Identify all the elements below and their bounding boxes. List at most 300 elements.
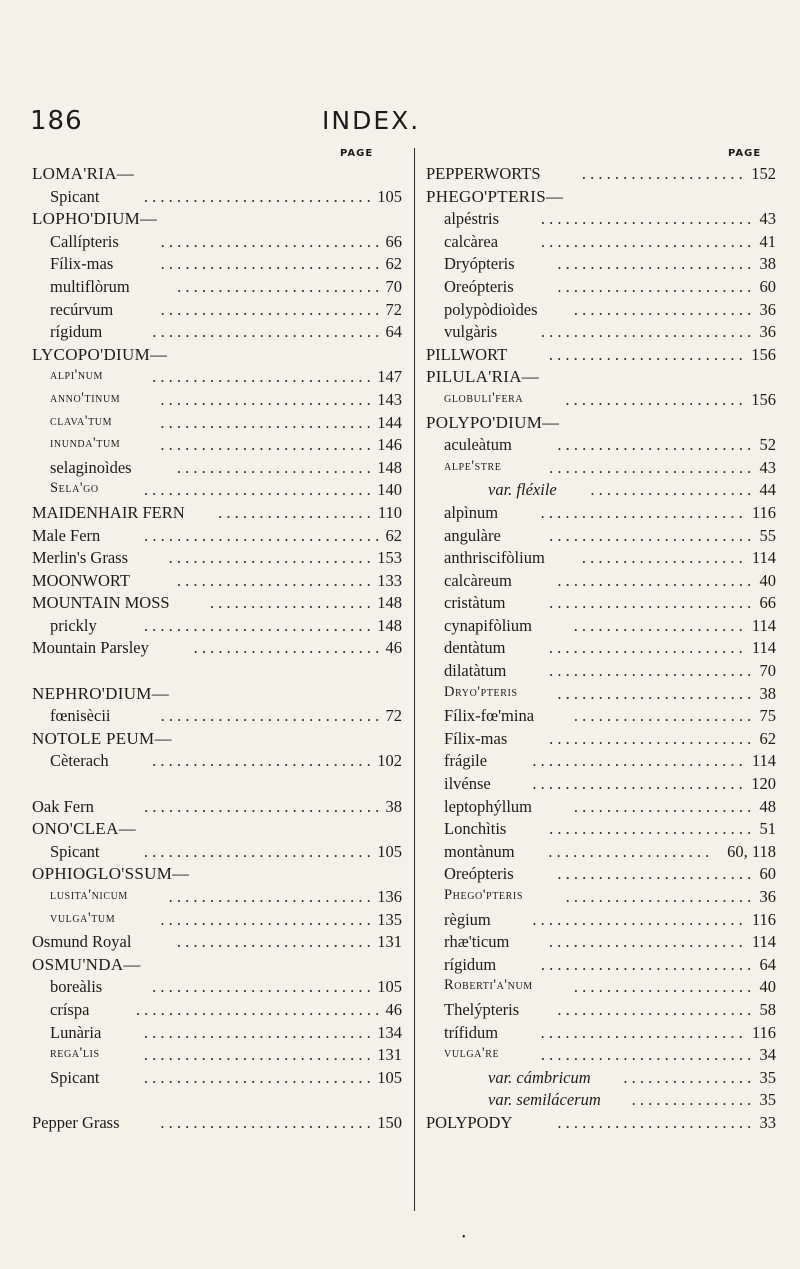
leader-dots: . . . . . . . . . . . . . . . . . . . . . . . . . . <box>532 909 743 929</box>
index-entry <box>426 1088 776 1111</box>
index-heading: OSMU'NDA— <box>32 954 141 974</box>
leader-dots: . . . . . . . . . . . . . . . . . . . . . . . . <box>557 254 752 274</box>
index-entry <box>426 230 776 253</box>
page-column-label: PAGE <box>728 148 762 159</box>
index-page-ref: 46 <box>385 999 402 1019</box>
leader-dots: . . . . . . . . . . . . . . . . . . . . <box>590 480 752 500</box>
leader-dots: . . . . . . . . . . . . . . . . . . . . . . . . . . <box>540 209 752 229</box>
index-term: Fílix-mas <box>50 254 114 274</box>
index-term: POLYPODY <box>426 1112 513 1132</box>
leader-dots: . . . . . . . . . . . . . . . . . . . . . . . . <box>557 683 752 703</box>
index-term: dentàtum <box>444 638 506 658</box>
index-entry <box>426 501 776 524</box>
index-term: vulga'tum <box>50 909 116 926</box>
index-page-ref: 62 <box>385 254 402 274</box>
leader-dots: . . . . . . . . . . . . . . . . . . . . . <box>573 615 743 635</box>
index-page-ref: 116 <box>751 909 776 929</box>
leader-dots: . . . . . . . . . . . . . . . . . . . . . . . . . . . . . <box>144 796 380 816</box>
leader-dots: . . . . . . . . . . . . . . . . . . . . . . <box>573 706 752 726</box>
index-term: Oak Fern <box>32 796 94 816</box>
index-entry <box>32 591 404 614</box>
index-term: Phego'pteris <box>444 887 523 903</box>
index-entry <box>426 749 776 772</box>
leader-dots: . . . . . . . . . . . . . . . . <box>623 1067 752 1087</box>
leader-dots: . . . . . . . . . . . . . . . . . . . . . . . . . . . <box>160 231 380 251</box>
index-term: frágile <box>444 751 488 771</box>
index-term: Fílix-fœ'mina <box>444 706 535 726</box>
index-page-ref: 51 <box>759 819 776 839</box>
leader-dots: . . . . . . . . . . . . . . . . . . . . . . <box>573 299 752 319</box>
leader-dots: . . . . . . . . . . . . . . . . . . . . . . . . . . . . <box>152 322 380 342</box>
index-term: polypòdioìdes <box>444 299 538 319</box>
leader-dots: . . . . . . . . . . . . . . . . . . . . . . . . . . . . . <box>144 525 380 545</box>
index-page-ref: 134 <box>377 1022 402 1042</box>
index-entry <box>32 614 404 637</box>
index-page-ref: 114 <box>751 615 776 635</box>
index-page-ref: 40 <box>759 570 776 590</box>
index-entry <box>32 682 404 705</box>
index-entry <box>426 478 776 501</box>
leader-dots: . . . . . . . . . . . . . . . . . . . . . . . . . <box>168 548 371 568</box>
index-term: dilatàtum <box>444 661 507 681</box>
index-term: PILLWORT <box>426 344 508 364</box>
index-entry <box>426 659 776 682</box>
index-page-ref: 144 <box>377 412 402 432</box>
index-page-ref: 64 <box>759 954 776 974</box>
index-term: clava'tum <box>50 412 113 429</box>
index-entry <box>32 636 404 659</box>
index-page-ref: 66 <box>759 593 776 613</box>
leader-dots: . . . . . . . . . . . . . . . . . . . . . . . . <box>557 864 752 884</box>
leader-dots: . . . . . . . . . . . . . . . . . . . . . . . . <box>548 638 743 658</box>
index-gap <box>32 1088 404 1111</box>
index-entry <box>32 885 404 908</box>
index-entry <box>32 953 404 976</box>
index-entry <box>426 365 776 388</box>
index-page-ref: 38 <box>385 796 402 816</box>
leader-dots: . . . . . . . . . . . . . . . . . . . . . . . . . . . <box>152 977 371 997</box>
leader-dots: . . . . . . . . . . . . . . . . . . . . . . . . . . . <box>160 299 380 319</box>
index-page-ref: 38 <box>759 683 776 703</box>
index-term: anno'tinum <box>50 389 121 406</box>
index-entry <box>426 1021 776 1044</box>
index-page-ref: 143 <box>377 389 402 409</box>
index-entry <box>426 207 776 230</box>
index-page-ref: 105 <box>377 186 402 206</box>
index-page-ref: 62 <box>759 728 776 748</box>
index-entry <box>32 365 404 388</box>
index-term: trífidum <box>444 1022 499 1042</box>
page-title: INDEX. <box>322 106 421 135</box>
leader-dots: . . . . . . . . . . . . . . . . . . . . <box>581 164 743 183</box>
index-entry <box>32 817 404 840</box>
index-entry <box>426 456 776 479</box>
index-entry <box>32 298 404 321</box>
leader-dots: . . . . . . . . . . . . . . . <box>631 1090 752 1110</box>
index-term: Callípteris <box>50 231 119 251</box>
index-page-ref: 60 <box>759 864 776 884</box>
index-page-ref: 43 <box>759 209 776 229</box>
leader-dots: . . . . . . . . . . . . . . . . . . . . . . . . . . <box>540 1045 752 1065</box>
index-heading: NOTOLE PEUM— <box>32 728 172 748</box>
leader-dots: . . . . . . . . . . . . . . . . . . . . . . . . . . <box>532 751 743 771</box>
index-term: var. cámbricum <box>488 1067 591 1087</box>
index-page-ref: 60 <box>759 276 776 296</box>
index-entry <box>32 749 404 772</box>
index-page-ref: 148 <box>377 615 402 635</box>
index-page-ref: 148 <box>377 457 402 477</box>
leader-dots: . . . . . . . . . . . . . . . . . . . . . . . . <box>176 457 371 477</box>
index-page-ref: 55 <box>759 525 776 545</box>
index-term: Mountain Parsley <box>32 638 149 658</box>
leader-dots: . . . . . . . . . . . . . . . . . . . . . . . . . . . . <box>143 1067 371 1087</box>
index-term: rhæ'ticum <box>444 932 510 952</box>
index-term: rígidum <box>50 322 103 342</box>
index-term: cristàtum <box>444 593 506 613</box>
leader-dots: . . . . . . . . . . . . . . . . . . . . . . . <box>565 887 752 906</box>
index-entry <box>32 998 404 1021</box>
leader-dots: . . . . . . . . . . . . . . . . . . . . . . . . . <box>549 457 752 477</box>
leader-dots: . . . . . . . . . . . . . . . . . . . . . . . . . <box>549 525 752 545</box>
index-entry <box>426 546 776 569</box>
index-term: globuli'fera <box>444 389 524 406</box>
leader-dots: . . . . . . . . . . . . . . . . . . . . . . . . . . <box>160 412 371 432</box>
index-page-ref: 156 <box>751 389 776 409</box>
index-heading: LOPHO'DIUM— <box>32 209 158 229</box>
index-term: Osmund Royal <box>32 932 132 952</box>
index-entry <box>32 1066 404 1089</box>
index-entry <box>426 388 776 411</box>
index-entry <box>32 252 404 275</box>
leader-dots: . . . . . . . . . . . . . . . . . . . . . . <box>573 977 752 997</box>
index-entry <box>426 885 776 908</box>
leader-dots: . . . . . . . . . . . . . . . . . . . . . . . . . . <box>160 1112 371 1132</box>
index-term: Sela'go <box>50 480 99 497</box>
index-entry <box>426 704 776 727</box>
column-divider <box>414 148 415 1211</box>
index-heading: PILULA'RIA— <box>426 367 540 387</box>
leader-dots: . . . . . . . . . . . . . . . . . . . . . . . . . . . <box>152 367 371 387</box>
leader-dots: . . . . . . . . . . . . . . . . . . . . . . . . . <box>540 1022 743 1042</box>
leader-dots: . . . . . . . . . . . . . . . . . . . . . . . . . . . <box>152 751 371 771</box>
index-entry <box>426 569 776 592</box>
index-entry <box>426 1043 776 1066</box>
leader-dots: . . . . . . . . . . . . . . . . . . . . . . . . . . . . <box>143 1022 371 1042</box>
index-term: Pepper Grass <box>32 1112 120 1132</box>
index-page-ref: 34 <box>759 1045 776 1065</box>
leader-dots: . . . . . . . . . . . . . . . . . . . . . . . . . <box>549 593 752 613</box>
index-heading: PHEGO'PTERIS— <box>426 186 564 206</box>
index-page-ref: 148 <box>377 593 402 613</box>
leader-dots: . . . . . . . . . . . . . . . . . . . . . . . . <box>557 570 752 590</box>
index-entry <box>426 252 776 275</box>
index-term: var. semilácerum <box>488 1090 601 1110</box>
index-page-ref: 38 <box>759 254 776 274</box>
index-gap <box>32 772 404 795</box>
index-page-ref: 62 <box>385 525 402 545</box>
index-entry <box>426 275 776 298</box>
index-page-ref: 43 <box>759 457 776 477</box>
index-page-ref: 35 <box>759 1090 776 1110</box>
leader-dots: . . . . . . . . . . . . . . . . . . . . <box>581 548 743 568</box>
index-entry <box>426 524 776 547</box>
leader-dots: . . . . . . . . . . . . . . . . . . . . . . . . . <box>549 819 752 839</box>
index-page-ref: 105 <box>377 977 402 997</box>
index-term: Thelýpteris <box>444 999 520 1019</box>
index-page-ref: 114 <box>751 638 776 658</box>
index-entry <box>32 162 404 185</box>
index-page-ref: 72 <box>385 299 402 319</box>
leader-dots: . . . . . . . . . . . . . . . . . . . . . . . . . . <box>532 774 743 794</box>
index-term: Male Fern <box>32 525 101 545</box>
leader-dots: . . . . . . . . . . . . . . . . . . . . . . . . . . . . <box>143 480 371 500</box>
index-page-ref: 131 <box>377 932 402 952</box>
index-page-ref: 72 <box>385 706 402 726</box>
index-entry <box>426 343 776 366</box>
index-page-ref: 116 <box>751 502 776 522</box>
index-entry <box>426 727 776 750</box>
index-entry <box>32 727 404 750</box>
index-entry <box>32 704 404 727</box>
leader-dots: . . . . . . . . . . . . . . . . . . . . . . . . <box>176 570 371 590</box>
index-page-ref: 36 <box>759 322 776 342</box>
index-page-ref: 70 <box>385 276 402 296</box>
index-page-ref: 102 <box>377 751 402 771</box>
leader-dots: . . . . . . . . . . . . . . . . . . . . . . . . . . . . <box>143 841 371 861</box>
leader-dots: . . . . . . . . . . . . . . . . . . . . . . . . . <box>549 728 752 748</box>
index-term: Spicant <box>50 1067 100 1087</box>
index-page-ref: 48 <box>759 796 776 816</box>
index-entry <box>32 320 404 343</box>
index-page-ref: 66 <box>385 231 402 251</box>
index-term: alpe'stre <box>444 457 502 474</box>
index-heading: OPHIOGLO'SSUM— <box>32 864 190 884</box>
index-page-ref: 150 <box>377 1112 402 1132</box>
leader-dots: . . . . . . . . . . . . . . . . . . . . . . . . <box>557 999 752 1019</box>
leader-dots: . . . . . . . . . . . . . . . . . . . . . . . . . <box>177 276 380 296</box>
page-header <box>0 106 800 136</box>
leader-dots: . . . . . . . . . . . . . . . . . . . . . . . . . <box>540 502 743 522</box>
index-term: Roberti'a'num <box>444 977 533 994</box>
index-term: PEPPERWORTS <box>426 164 541 183</box>
index-entry <box>426 772 776 795</box>
index-heading: POLYPO'DIUM— <box>426 412 560 432</box>
index-entry <box>426 1066 776 1089</box>
index-entry <box>32 1043 404 1066</box>
index-term: calcàreum <box>444 570 512 590</box>
leader-dots: . . . . . . . . . . . . . . . . . . . . . . . . <box>557 435 752 455</box>
index-entry <box>32 411 404 434</box>
index-page-ref: 114 <box>751 751 776 771</box>
index-page-ref: 40 <box>759 977 776 997</box>
leader-dots: . . . . . . . . . . . . . . . . . . . . . . . . . . . . <box>143 1045 371 1065</box>
leader-dots: . . . . . . . . . . . . . . . . . . . . . . . <box>193 638 380 658</box>
index-entry <box>32 478 404 501</box>
leader-dots: . . . . . . . . . . . . . . . . . . . . <box>548 841 710 861</box>
index-entry <box>426 411 776 434</box>
index-page-ref: 110 <box>377 502 402 522</box>
leader-dots: . . . . . . . . . . . . . . . . . . . . . . . . <box>548 344 743 364</box>
index-entry <box>32 501 404 524</box>
index-term: fœnisècii <box>50 706 111 726</box>
leader-dots: . . . . . . . . . . . . . . . . . . . . . . . . <box>176 932 371 952</box>
index-page-ref: 116 <box>751 1022 776 1042</box>
index-page-ref: 153 <box>377 548 402 568</box>
index-entry <box>32 388 404 411</box>
index-term: Spicant <box>50 186 100 206</box>
index-term: Merlin's Grass <box>32 548 129 568</box>
index-term: vulga're <box>444 1045 500 1062</box>
index-page-ref: 46 <box>385 638 402 658</box>
index-entry <box>32 975 404 998</box>
page-number: 186 <box>30 106 83 136</box>
index-entry <box>32 908 404 931</box>
index-entry <box>32 185 404 208</box>
index-page-ref: 152 <box>751 164 776 183</box>
index-page-ref: 114 <box>751 548 776 568</box>
index-page-ref: 52 <box>759 435 776 455</box>
index-entry <box>426 1111 776 1134</box>
index-page-ref: 75 <box>759 706 776 726</box>
index-entry <box>426 591 776 614</box>
index-page-ref: 136 <box>377 887 402 906</box>
index-entry <box>32 230 404 253</box>
leader-dots: . . . . . . . . . . . . . . . . . . . . . . . . . . . . <box>143 186 371 206</box>
index-term: rega'lis <box>50 1045 100 1062</box>
index-entry <box>32 433 404 456</box>
index-term: recúrvum <box>50 299 114 319</box>
index-term: MOONWORT <box>32 570 131 590</box>
leader-dots: . . . . . . . . . . . . . . . . . . . . . . . . . . <box>540 322 752 342</box>
index-page-ref: 35 <box>759 1067 776 1087</box>
index-entry-list <box>32 162 404 1134</box>
index-entry <box>426 298 776 321</box>
index-term: var. fléxile <box>488 480 557 500</box>
leader-dots: . . . . . . . . . . . . . . . . . . . . . . . . . . <box>160 435 371 455</box>
index-term: ilvénse <box>444 774 491 794</box>
index-term: alpìnum <box>444 502 499 522</box>
index-entry <box>32 456 404 479</box>
index-term: Spicant <box>50 841 100 861</box>
index-entry <box>426 998 776 1021</box>
index-term: angulàre <box>444 525 501 545</box>
index-term: alpi'num <box>50 367 103 384</box>
index-page-ref: 140 <box>377 480 402 500</box>
leader-dots: . . . . . . . . . . . . . . . . . . . . . . . . . . . <box>160 706 380 726</box>
index-entry <box>32 930 404 953</box>
index-entry <box>426 185 776 208</box>
index-entry <box>32 524 404 547</box>
index-entry <box>426 636 776 659</box>
leader-dots: . . . . . . . . . . . . . . . . . . . . . . . . . . <box>540 231 752 251</box>
leader-dots: . . . . . . . . . . . . . . . . . . . . . . . . . . <box>160 389 371 409</box>
index-page-ref: 105 <box>377 1067 402 1087</box>
index-entry <box>426 795 776 818</box>
index-entry <box>32 862 404 885</box>
index-term: Fílix-mas <box>444 728 508 748</box>
index-term: Dryo'pteris <box>444 683 518 700</box>
index-page-ref: 70 <box>759 661 776 681</box>
index-page-ref: 64 <box>385 322 402 342</box>
index-term: aculeàtum <box>444 435 512 455</box>
index-entry <box>426 614 776 637</box>
index-entry <box>426 320 776 343</box>
index-entry <box>426 908 776 931</box>
leader-dots: . . . . . . . . . . . . . . . . . . . . . . . . . . . . <box>143 615 371 635</box>
index-entry <box>426 840 776 863</box>
leader-dots: . . . . . . . . . . . . . . . . . . . <box>218 502 371 522</box>
index-entry <box>32 343 404 366</box>
index-entry <box>32 840 404 863</box>
leader-dots: . . . . . . . . . . . . . . . . . . . . . . . . . . <box>160 909 371 929</box>
leader-dots: . . . . . . . . . . . . . . . . . . . . . . <box>573 796 752 816</box>
index-page-ref: 133 <box>377 570 402 590</box>
index-page-ref: 135 <box>377 909 402 929</box>
index-term: Oreópteris <box>444 276 514 296</box>
index-page-ref: 41 <box>759 231 776 251</box>
leader-dots: . . . . . . . . . . . . . . . . . . . . <box>209 593 371 613</box>
index-page-ref: 36 <box>759 887 776 906</box>
index-entry <box>32 569 404 592</box>
index-term: anthriscifòlium <box>444 548 545 568</box>
index-entry <box>426 682 776 705</box>
index-page-ref: 114 <box>751 932 776 952</box>
leader-dots: . . . . . . . . . . . . . . . . . . . . . . . . . <box>168 887 371 906</box>
index-term: alpéstris <box>444 209 499 229</box>
leader-dots: . . . . . . . . . . . . . . . . . . . . . . . . <box>557 1112 752 1132</box>
index-entry-list <box>426 162 776 1134</box>
index-page-ref: 36 <box>759 299 776 319</box>
leader-dots: . . . . . . . . . . . . . . . . . . . . . . . . . . <box>540 954 752 974</box>
index-page-ref: 33 <box>759 1112 776 1132</box>
index-term: vulgàris <box>444 322 498 342</box>
index-term: leptophýllum <box>444 796 532 816</box>
index-page-ref: 58 <box>759 999 776 1019</box>
index-page-ref: 44 <box>759 480 776 500</box>
index-entry <box>32 1111 404 1134</box>
index-heading: LOMA'RIA— <box>32 164 135 183</box>
index-term: lusita'nicum <box>50 887 128 903</box>
index-entry <box>426 162 776 185</box>
index-term: rígidum <box>444 954 497 974</box>
printer-mark: • <box>462 1232 466 1243</box>
index-entry <box>32 795 404 818</box>
index-entry <box>32 275 404 298</box>
leader-dots: . . . . . . . . . . . . . . . . . . . . . . <box>565 389 743 409</box>
index-term: Lunària <box>50 1022 102 1042</box>
index-term: MAIDENHAIR FERN <box>32 502 185 522</box>
index-entry <box>426 930 776 953</box>
index-term: inunda'tum <box>50 435 121 452</box>
index-page-ref: 120 <box>751 774 776 794</box>
leader-dots: . . . . . . . . . . . . . . . . . . . . . . . . <box>548 932 743 952</box>
page-column-label: PAGE <box>340 148 374 159</box>
index-term: MOUNTAIN MOSS <box>32 593 170 613</box>
leader-dots: . . . . . . . . . . . . . . . . . . . . . . . . . . . <box>160 254 380 274</box>
index-heading: NEPHRO'DIUM— <box>32 683 170 703</box>
index-entry <box>426 817 776 840</box>
index-entry <box>32 207 404 230</box>
index-entry <box>426 433 776 456</box>
index-entry <box>426 953 776 976</box>
leader-dots: . . . . . . . . . . . . . . . . . . . . . . . . <box>557 276 752 296</box>
index-page-ref: 146 <box>377 435 402 455</box>
index-term: montànum <box>444 841 515 861</box>
index-page-ref: 105 <box>377 841 402 861</box>
index-entry <box>32 1021 404 1044</box>
index-term: Cèterach <box>50 751 109 771</box>
index-term: selaginoìdes <box>50 457 132 477</box>
